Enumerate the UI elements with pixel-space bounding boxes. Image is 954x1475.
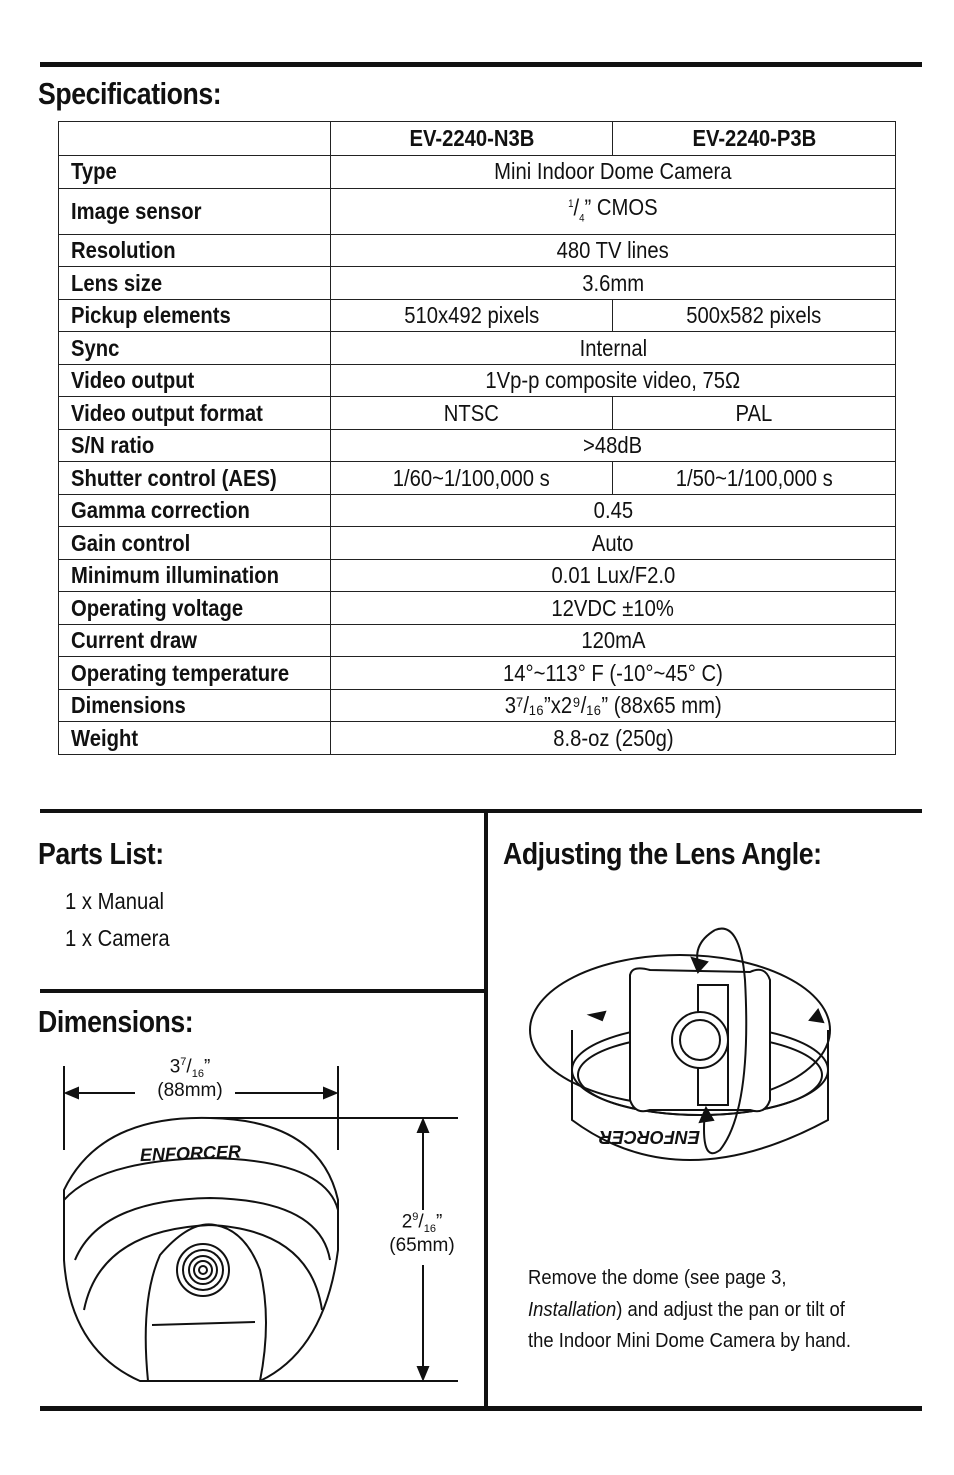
table-row xyxy=(59,267,896,300)
table-row xyxy=(59,299,896,332)
base-brand-logo: ENFORCER xyxy=(598,1127,700,1147)
spec-label: Video output xyxy=(59,364,331,397)
spec-label: Gain control xyxy=(59,527,331,560)
table-row xyxy=(59,156,896,189)
parts-item-manual: 1 x Manual xyxy=(65,888,165,914)
spec-value: Mini Indoor Dome Camera xyxy=(331,156,896,189)
table-row xyxy=(59,592,896,625)
bottom-rule xyxy=(40,1406,922,1411)
dimensions-title: Dimensions: xyxy=(38,1004,194,1039)
spec-value: 3.6mm xyxy=(331,267,896,300)
table-row xyxy=(59,462,896,495)
spec-value-p3b: PAL xyxy=(613,397,896,430)
parts-item-camera: 1 x Camera xyxy=(65,925,170,951)
parts-dimensions-divider xyxy=(40,989,486,993)
spec-label: Dimensions xyxy=(59,689,331,722)
spec-value: 12VDC ±10% xyxy=(331,592,896,625)
table-row xyxy=(59,234,896,267)
spec-label: Shutter control (AES) xyxy=(59,462,331,495)
lens-angle-title: Adjusting the Lens Angle: xyxy=(503,836,822,871)
table-row xyxy=(59,657,896,690)
dome-camera-dimensions-drawing xyxy=(40,1060,480,1400)
spec-label: Operating voltage xyxy=(59,592,331,625)
table-row xyxy=(59,332,896,365)
table-row xyxy=(59,689,896,722)
spec-label: Type xyxy=(59,156,331,189)
table-header-row xyxy=(59,122,896,156)
spec-label: Image sensor xyxy=(59,188,331,234)
spec-value: 1Vp-p composite video, 75Ω xyxy=(331,364,896,397)
spec-label: Operating temperature xyxy=(59,657,331,690)
spec-label: Minimum illumination xyxy=(59,559,331,592)
spec-label: Pickup elements xyxy=(59,299,331,332)
header-blank xyxy=(59,122,331,156)
spec-value-p3b: 1/50~1/100,000 s xyxy=(613,462,896,495)
spec-value-n3b: NTSC xyxy=(331,397,613,430)
spec-value: 0.45 xyxy=(331,494,896,527)
spec-value: 480 TV lines xyxy=(331,234,896,267)
lens-angle-drawing xyxy=(520,910,840,1200)
table-row xyxy=(59,188,896,234)
section-rule-top xyxy=(40,809,922,813)
header-p3b: EV-2240-P3B xyxy=(613,122,896,156)
spec-value: >48dB xyxy=(331,429,896,462)
table-row xyxy=(59,722,896,755)
table-row xyxy=(59,364,896,397)
table-row xyxy=(59,559,896,592)
spec-label: Resolution xyxy=(59,234,331,267)
specifications-title: Specifications: xyxy=(38,76,222,111)
spec-value: 3⁷/₁₆”x2⁹/₁₆” (88x65 mm) xyxy=(331,689,896,722)
top-rule xyxy=(40,62,922,67)
spec-value: 14°~113° F (-10°~45° C) xyxy=(331,657,896,690)
header-n3b: EV-2240-N3B xyxy=(331,122,613,156)
spec-value: 8.8-oz (250g) xyxy=(331,722,896,755)
spec-value-p3b: 500x582 pixels xyxy=(613,299,896,332)
width-dimension-label: $3^7/_{16}$” (88mm) xyxy=(157,1056,223,1102)
spec-value: 0.01 Lux/F2.0 xyxy=(331,559,896,592)
table-row xyxy=(59,429,896,462)
spec-value: $^1/_4$” CMOS xyxy=(331,188,896,234)
parts-list-title: Parts List: xyxy=(38,836,164,871)
spec-value-n3b: 1/60~1/100,000 s xyxy=(331,462,613,495)
specifications-table xyxy=(58,121,896,755)
spec-value: 120mA xyxy=(331,624,896,657)
spec-label: Current draw xyxy=(59,624,331,657)
spec-label: Lens size xyxy=(59,267,331,300)
spec-label: Gamma correction xyxy=(59,494,331,527)
lens-angle-caption: Remove the dome (see page 3, Installation) and adjust the pan or tilt of the Indoor Mini Dome Camera by hand. xyxy=(528,1266,852,1352)
spec-label: Video output format xyxy=(59,397,331,430)
table-row xyxy=(59,624,896,657)
spec-value-n3b: 510x492 pixels xyxy=(331,299,613,332)
table-row xyxy=(59,397,896,430)
spec-value: Internal xyxy=(331,332,896,365)
dome-brand-logo: ENFORCER xyxy=(139,1141,242,1166)
spec-label: Weight xyxy=(59,722,331,755)
spec-label: Sync xyxy=(59,332,331,365)
spec-label: S/N ratio xyxy=(59,429,331,462)
table-row xyxy=(59,527,896,560)
table-row xyxy=(59,494,896,527)
height-dimension-label: $2^9/_{16}$” (65mm) xyxy=(389,1211,455,1257)
spec-value: Auto xyxy=(331,527,896,560)
section-divider-vertical xyxy=(484,813,488,1409)
